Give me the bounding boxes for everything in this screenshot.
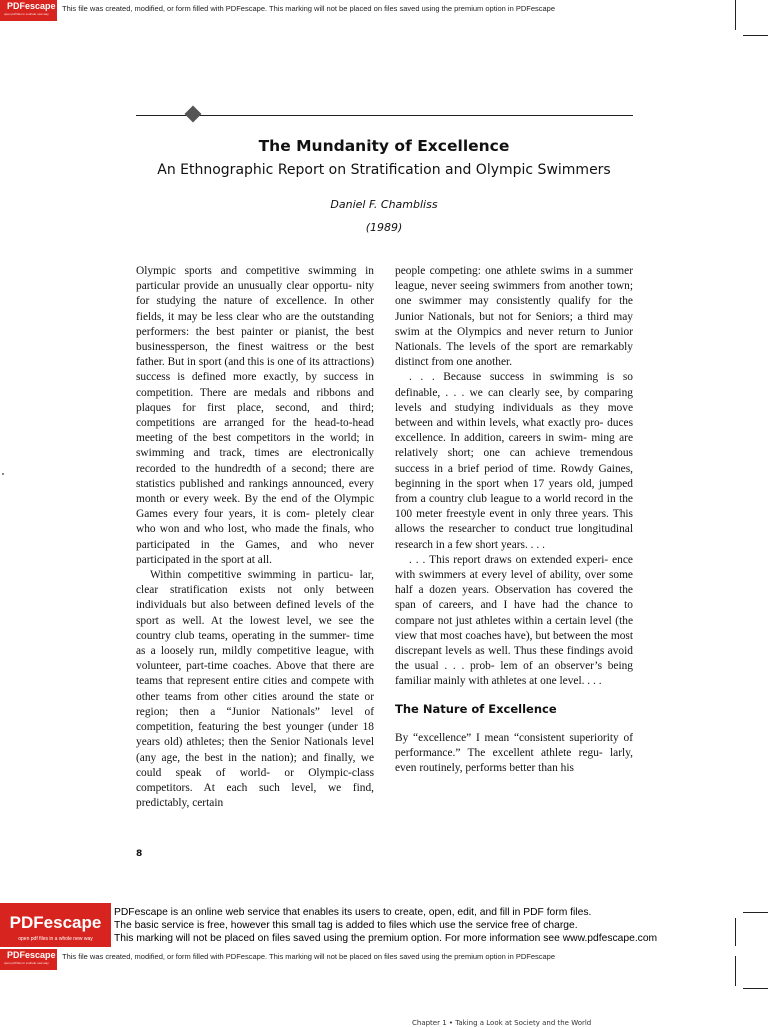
scan-speck bbox=[2, 473, 4, 475]
pdfescape-top-notice: This file was created, modified, or form filled with PDFescape. This marking will not be placed on files saved using the premium option in PDFescape bbox=[62, 4, 556, 13]
pdfescape-info-line-2: The basic service is free, however this small tag is added to files which use the service free of charge. bbox=[114, 920, 578, 931]
diamond-ornament-icon bbox=[185, 106, 202, 123]
pdfescape-logo-large-text: PDFescape bbox=[9, 913, 102, 932]
crop-mark-bottom-vertical bbox=[735, 918, 736, 946]
section-heading: The Nature of Excellence bbox=[395, 701, 557, 716]
pdfescape-logo-tagline: open pdf files in a whole new way bbox=[4, 12, 49, 16]
article-year: (1989) bbox=[365, 221, 403, 234]
right-paragraph-3: . . . This report draws on extended experi- ence with swimmers at every level of ability, over some half a dozen years. Observation has covered the span of careers, and I have had the chance to compare not just athletes within a certain level (the view that most coaches have), but between the most discrepant levels as well. Thus these findings avoid the usual . . . prob- lem of an observer’s being familiar mainly with athletes at one level. . . . bbox=[395, 553, 633, 688]
crop-mark-top-horizontal bbox=[743, 35, 768, 36]
right-paragraph-1: people competing: one athlete swims in a summer league, never seeing swimmers from another town; one swimmer may consistently qualify for the Junior Nationals, but not for Seniors; a third may swim at the Olympics and never return to Junior Nationals. The levels of the sport are remarkably distinct from one another. bbox=[395, 265, 633, 369]
article-title: The Mundanity of Excellence bbox=[258, 137, 510, 155]
page-number: 8 bbox=[136, 849, 143, 859]
pdfescape-info-notice bbox=[114, 906, 657, 945]
crop-mark-lower-vertical bbox=[735, 956, 736, 986]
right-column bbox=[395, 264, 633, 777]
left-paragraph-1: Olympic sports and competitive swimming in particular provide an unusually clear opportu- nity for studying the nature of excellence. In other fields, it may be less clear who are the outstanding performers: the best painter or pianist, the best businessperson, the finest waitress or the best father. But in sport (and this is one of its attractions) success is defined more exactly, by success in competition. There are medals and ribbons and plaques for first place, second, and third; competitions are arranged for the head-to-head meeting of the best competitors in the world; in swimming and track, times are electronically recorded to the hundredth of a second; there are statistics published and rankings announced, every month or every week. By the end of the Olympic Games every four years, it is com- pletely clear who won and who lost, who made the finals, who participated in the Games, and who never participated in the sport at all. bbox=[136, 265, 374, 566]
header-rule bbox=[136, 115, 633, 116]
pdfescape-logo-large-tagline: open pdf files in a whole new way bbox=[18, 936, 93, 942]
crop-mark-top-vertical bbox=[735, 0, 736, 30]
pdfescape-info-line-3: This marking will not be placed on files saved using the premium option. For more information see www.pdfescape.com bbox=[114, 933, 658, 944]
crop-mark-bottom-horizontal bbox=[743, 912, 768, 913]
pdfescape-logo-top[interactable] bbox=[0, 0, 57, 21]
article-subtitle: An Ethnographic Report on Stratification and Olympic Swimmers bbox=[157, 162, 611, 178]
article-author: Daniel F. Chambliss bbox=[330, 198, 438, 211]
pdfescape-logo-bottom[interactable] bbox=[0, 949, 57, 970]
right-paragraph-2: . . . Because success in swimming is so definable, . . . we can clearly see, by comparing levels and studying individuals as they move between and within levels, what exactly pro- duces excellence. In addition, careers in swim- ming are relatively short; one can achieve tremendous success in a brief period of time. Rowdy Gaines, beginning in the sport when 17 years old, jumped from a country club league to a world record in the 100 meter freestyle event in only three years. This allows the researcher to conduct true longitudinal research in a few short years. . . . bbox=[395, 371, 633, 551]
section-paragraph: By “excellence” I mean “consistent superiority of performance.” The excellent athlete regu- larly, even routinely, performs better than his bbox=[395, 731, 633, 775]
left-paragraph-2: Within competitive swimming in particu- lar, clear stratification exists not only between individuals but also between defined levels of the sport as well. At the lowest level, we see the country club teams, operating in the summer- time as a loosely run, mildly competitive league, with volunteer, part-time coaches. Above that there are teams that represent entire cities and compete with other teams from other cities around the state or region; then a “Junior Nationals” level of competition, featuring the best younger (under 18 years old) athletes; then the Senior Nationals level (any age, the best in the nation); and finally, we could speak of world- or Olympic-class competitors. At each such level, we find, predictably, certain bbox=[136, 569, 374, 810]
pdfescape-logo-text: PDFescape bbox=[7, 1, 56, 11]
pdfescape-logo-bottom-tagline: open pdf files in a whole new way bbox=[4, 961, 49, 965]
pdfescape-logo-large[interactable] bbox=[0, 903, 111, 947]
pdfescape-info-line-1: PDFescape is an online web service that enables its users to create, open, edit, and fill in PDF form files. bbox=[114, 907, 592, 918]
running-footer: Chapter 1 • Taking a Look at Society and the World bbox=[412, 1019, 592, 1027]
left-column bbox=[136, 264, 374, 811]
pdfescape-logo-bottom-text: PDFescape bbox=[7, 950, 56, 960]
crop-mark-lower-horizontal bbox=[743, 988, 768, 989]
pdfescape-bottom-notice: This file was created, modified, or form filled with PDFescape. This marking will not be placed on files saved using the premium option in PDFescape bbox=[62, 952, 556, 961]
